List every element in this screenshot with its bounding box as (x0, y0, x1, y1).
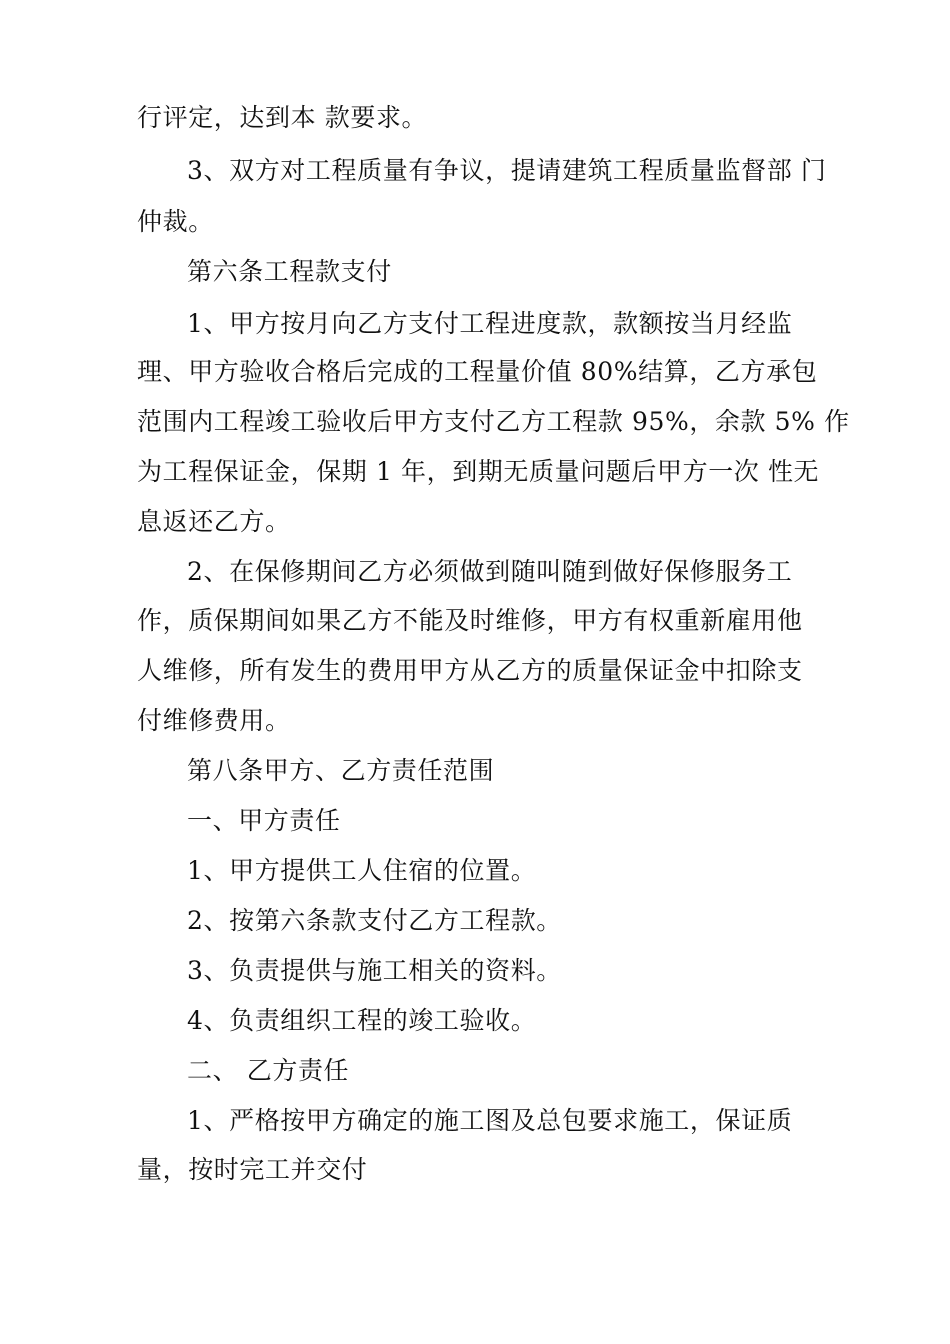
subsection-heading: 一、甲方责任 (187, 806, 341, 835)
paragraph-line: 3、双方对工程质量有争议，提请建筑工程质量监督部 门 (187, 156, 827, 185)
paragraph-line: 人维修，所有发生的费用甲方从乙方的质量保证金中扣除支 (137, 656, 803, 685)
paragraph-line: 仲裁。 (137, 207, 214, 236)
paragraph-line: 2、在保修期间乙方必须做到随叫随到做好保修服务工 (187, 557, 793, 586)
paragraph-line: 行评定，达到本 款要求。 (137, 103, 428, 132)
paragraph-line: 作，质保期间如果乙方不能及时维修，甲方有权重新雇用他 (137, 606, 803, 635)
list-item: 1、严格按甲方确定的施工图及总包要求施工，保证质 (187, 1106, 793, 1135)
paragraph-line: 理、甲方验收合格后完成的工程量价值 80%结算，乙方承包 (137, 357, 818, 386)
paragraph-line: 1、甲方按月向乙方支付工程进度款，款额按当月经监 (187, 309, 793, 338)
section-heading: 第八条甲方、乙方责任范围 (187, 756, 495, 785)
list-item: 2、按第六条款支付乙方工程款。 (187, 906, 562, 935)
list-item: 3、负责提供与施工相关的资料。 (187, 956, 562, 985)
list-item: 1、甲方提供工人住宿的位置。 (187, 856, 537, 885)
paragraph-line: 息返还乙方。 (137, 507, 291, 536)
section-heading: 第六条工程款支付 (187, 257, 392, 286)
list-item: 4、负责组织工程的竣工验收。 (187, 1006, 537, 1035)
paragraph-line: 范围内工程竣工验收后甲方支付乙方工程款 95%，余款 5% 作 (137, 407, 850, 436)
paragraph-line: 付维修费用。 (137, 706, 291, 735)
subsection-heading: 二、 乙方责任 (187, 1056, 350, 1085)
paragraph-line: 量，按时完工并交付 (137, 1155, 368, 1184)
paragraph-line: 为工程保证金，保期 1 年，到期无质量问题后甲方一次 性无 (137, 457, 820, 486)
